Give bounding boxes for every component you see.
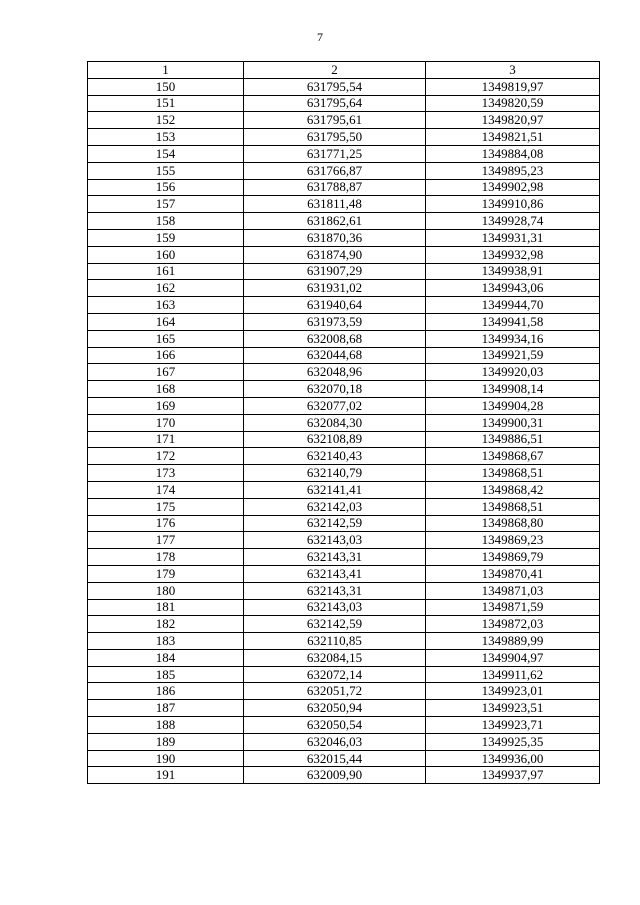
- point-number-cell: 166: [88, 347, 244, 364]
- point-number-cell: 161: [88, 263, 244, 280]
- x-coordinate-cell: 632008,68: [244, 330, 426, 347]
- x-coordinate-cell: 632140,79: [244, 465, 426, 482]
- x-coordinate-cell: 631766,87: [244, 162, 426, 179]
- x-coordinate-cell: 632050,54: [244, 717, 426, 734]
- y-coordinate-cell: 1349934,16: [426, 330, 600, 347]
- table-row: [88, 313, 600, 330]
- x-coordinate-cell: 632142,03: [244, 498, 426, 515]
- table-row: [88, 129, 600, 146]
- y-coordinate-cell: 1349941,58: [426, 313, 600, 330]
- table-row: [88, 532, 600, 549]
- table-row: [88, 229, 600, 246]
- point-number-cell: 176: [88, 515, 244, 532]
- x-coordinate-cell: 632143,31: [244, 549, 426, 566]
- x-coordinate-cell: 631874,90: [244, 246, 426, 263]
- point-number-cell: 184: [88, 649, 244, 666]
- x-coordinate-cell: 632108,89: [244, 431, 426, 448]
- point-number-cell: 185: [88, 666, 244, 683]
- x-coordinate-cell: 632046,03: [244, 733, 426, 750]
- point-number-cell: 180: [88, 582, 244, 599]
- x-coordinate-cell: 631795,64: [244, 95, 426, 112]
- table-row: [88, 246, 600, 263]
- x-coordinate-cell: 631788,87: [244, 179, 426, 196]
- point-number-cell: 156: [88, 179, 244, 196]
- table-row: [88, 565, 600, 582]
- y-coordinate-cell: 1349944,70: [426, 297, 600, 314]
- table-row: [88, 263, 600, 280]
- y-coordinate-cell: 1349868,42: [426, 481, 600, 498]
- point-number-cell: 175: [88, 498, 244, 515]
- x-coordinate-cell: 632143,03: [244, 599, 426, 616]
- y-coordinate-cell: 1349923,51: [426, 700, 600, 717]
- table-row: [88, 162, 600, 179]
- point-number-cell: 183: [88, 633, 244, 650]
- y-coordinate-cell: 1349900,31: [426, 414, 600, 431]
- x-coordinate-cell: 631795,54: [244, 78, 426, 95]
- x-coordinate-cell: 632140,43: [244, 448, 426, 465]
- x-coordinate-cell: 631795,50: [244, 129, 426, 146]
- point-number-cell: 168: [88, 381, 244, 398]
- table-row: [88, 599, 600, 616]
- table-row: [88, 448, 600, 465]
- table-row: [88, 582, 600, 599]
- table-row: [88, 330, 600, 347]
- x-coordinate-cell: 632009,90: [244, 767, 426, 784]
- table-row: [88, 515, 600, 532]
- x-coordinate-cell: 632050,94: [244, 700, 426, 717]
- y-coordinate-cell: 1349889,99: [426, 633, 600, 650]
- table-row: [88, 431, 600, 448]
- x-coordinate-cell: 631795,61: [244, 112, 426, 129]
- point-number-cell: 158: [88, 213, 244, 230]
- point-number-cell: 159: [88, 229, 244, 246]
- point-number-cell: 153: [88, 129, 244, 146]
- table-row: [88, 364, 600, 381]
- y-coordinate-cell: 1349932,98: [426, 246, 600, 263]
- point-number-cell: 177: [88, 532, 244, 549]
- point-number-cell: 173: [88, 465, 244, 482]
- y-coordinate-cell: 1349911,62: [426, 666, 600, 683]
- y-coordinate-cell: 1349820,59: [426, 95, 600, 112]
- point-number-cell: 165: [88, 330, 244, 347]
- y-coordinate-cell: 1349820,97: [426, 112, 600, 129]
- table-row: [88, 481, 600, 498]
- table-row: [88, 683, 600, 700]
- point-number-cell: 162: [88, 280, 244, 297]
- x-coordinate-cell: 632110,85: [244, 633, 426, 650]
- table-row: [88, 196, 600, 213]
- table-row: [88, 649, 600, 666]
- y-coordinate-cell: 1349943,06: [426, 280, 600, 297]
- x-coordinate-cell: 632072,14: [244, 666, 426, 683]
- table-row: [88, 347, 600, 364]
- x-coordinate-cell: 632070,18: [244, 381, 426, 398]
- point-number-cell: 186: [88, 683, 244, 700]
- point-number-cell: 174: [88, 481, 244, 498]
- point-number-cell: 152: [88, 112, 244, 129]
- point-number-cell: 171: [88, 431, 244, 448]
- y-coordinate-cell: 1349920,03: [426, 364, 600, 381]
- point-number-cell: 163: [88, 297, 244, 314]
- table-row: [88, 297, 600, 314]
- table-row: [88, 549, 600, 566]
- y-coordinate-cell: 1349928,74: [426, 213, 600, 230]
- point-number-cell: 150: [88, 78, 244, 95]
- table-row: [88, 381, 600, 398]
- point-number-cell: 179: [88, 565, 244, 582]
- table-row: [88, 666, 600, 683]
- point-number-cell: 169: [88, 397, 244, 414]
- x-coordinate-cell: 631811,48: [244, 196, 426, 213]
- coordinates-table: [87, 61, 600, 784]
- x-coordinate-cell: 632015,44: [244, 750, 426, 767]
- table-row: [88, 733, 600, 750]
- x-coordinate-cell: 631771,25: [244, 145, 426, 162]
- point-number-cell: 182: [88, 616, 244, 633]
- table-row: [88, 767, 600, 784]
- y-coordinate-cell: 1349872,03: [426, 616, 600, 633]
- y-coordinate-cell: 1349925,35: [426, 733, 600, 750]
- point-number-cell: 172: [88, 448, 244, 465]
- table-row: [88, 280, 600, 297]
- table-row: [88, 145, 600, 162]
- y-coordinate-cell: 1349895,23: [426, 162, 600, 179]
- y-coordinate-cell: 1349884,08: [426, 145, 600, 162]
- x-coordinate-cell: 632077,02: [244, 397, 426, 414]
- table-row: [88, 95, 600, 112]
- point-number-cell: 191: [88, 767, 244, 784]
- x-coordinate-cell: 632044,68: [244, 347, 426, 364]
- y-coordinate-cell: 1349936,00: [426, 750, 600, 767]
- y-coordinate-cell: 1349868,51: [426, 465, 600, 482]
- y-coordinate-cell: 1349869,79: [426, 549, 600, 566]
- x-coordinate-cell: 631973,59: [244, 313, 426, 330]
- table-row: [88, 700, 600, 717]
- x-coordinate-cell: 632143,41: [244, 565, 426, 582]
- point-number-cell: 170: [88, 414, 244, 431]
- x-coordinate-cell: 632142,59: [244, 616, 426, 633]
- column-header-1: 1: [88, 62, 244, 79]
- table-row: [88, 750, 600, 767]
- x-coordinate-cell: 631940,64: [244, 297, 426, 314]
- x-coordinate-cell: 632143,31: [244, 582, 426, 599]
- y-coordinate-cell: 1349871,03: [426, 582, 600, 599]
- y-coordinate-cell: 1349923,01: [426, 683, 600, 700]
- point-number-cell: 181: [88, 599, 244, 616]
- point-number-cell: 157: [88, 196, 244, 213]
- table-row: [88, 633, 600, 650]
- y-coordinate-cell: 1349886,51: [426, 431, 600, 448]
- x-coordinate-cell: 631870,36: [244, 229, 426, 246]
- y-coordinate-cell: 1349868,67: [426, 448, 600, 465]
- table-row: [88, 498, 600, 515]
- y-coordinate-cell: 1349870,41: [426, 565, 600, 582]
- y-coordinate-cell: 1349921,59: [426, 347, 600, 364]
- y-coordinate-cell: 1349821,51: [426, 129, 600, 146]
- x-coordinate-cell: 631931,02: [244, 280, 426, 297]
- x-coordinate-cell: 632141,41: [244, 481, 426, 498]
- point-number-cell: 167: [88, 364, 244, 381]
- point-number-cell: 178: [88, 549, 244, 566]
- table-row: [88, 465, 600, 482]
- point-number-cell: 188: [88, 717, 244, 734]
- x-coordinate-cell: 632084,30: [244, 414, 426, 431]
- y-coordinate-cell: 1349938,91: [426, 263, 600, 280]
- table-row: [88, 616, 600, 633]
- y-coordinate-cell: 1349871,59: [426, 599, 600, 616]
- x-coordinate-cell: 632142,59: [244, 515, 426, 532]
- header-row: [88, 62, 600, 79]
- x-coordinate-cell: 632048,96: [244, 364, 426, 381]
- point-number-cell: 151: [88, 95, 244, 112]
- page-number: 7: [317, 30, 323, 44]
- point-number-cell: 189: [88, 733, 244, 750]
- table-row: [88, 414, 600, 431]
- point-number-cell: 155: [88, 162, 244, 179]
- table-body: [88, 78, 600, 783]
- x-coordinate-cell: 632143,03: [244, 532, 426, 549]
- y-coordinate-cell: 1349908,14: [426, 381, 600, 398]
- table-row: [88, 717, 600, 734]
- y-coordinate-cell: 1349904,97: [426, 649, 600, 666]
- table-row: [88, 213, 600, 230]
- y-coordinate-cell: 1349910,86: [426, 196, 600, 213]
- x-coordinate-cell: 631862,61: [244, 213, 426, 230]
- y-coordinate-cell: 1349868,51: [426, 498, 600, 515]
- table-row: [88, 112, 600, 129]
- y-coordinate-cell: 1349937,97: [426, 767, 600, 784]
- y-coordinate-cell: 1349868,80: [426, 515, 600, 532]
- x-coordinate-cell: 632084,15: [244, 649, 426, 666]
- y-coordinate-cell: 1349819,97: [426, 78, 600, 95]
- y-coordinate-cell: 1349902,98: [426, 179, 600, 196]
- point-number-cell: 154: [88, 145, 244, 162]
- table-row: [88, 179, 600, 196]
- x-coordinate-cell: 632051,72: [244, 683, 426, 700]
- y-coordinate-cell: 1349869,23: [426, 532, 600, 549]
- table-header: [88, 62, 600, 79]
- y-coordinate-cell: 1349923,71: [426, 717, 600, 734]
- y-coordinate-cell: 1349931,31: [426, 229, 600, 246]
- y-coordinate-cell: 1349904,28: [426, 397, 600, 414]
- point-number-cell: 164: [88, 313, 244, 330]
- column-header-2: 2: [244, 62, 426, 79]
- point-number-cell: 187: [88, 700, 244, 717]
- x-coordinate-cell: 631907,29: [244, 263, 426, 280]
- point-number-cell: 190: [88, 750, 244, 767]
- table-row: [88, 78, 600, 95]
- column-header-3: 3: [426, 62, 600, 79]
- point-number-cell: 160: [88, 246, 244, 263]
- table-row: [88, 397, 600, 414]
